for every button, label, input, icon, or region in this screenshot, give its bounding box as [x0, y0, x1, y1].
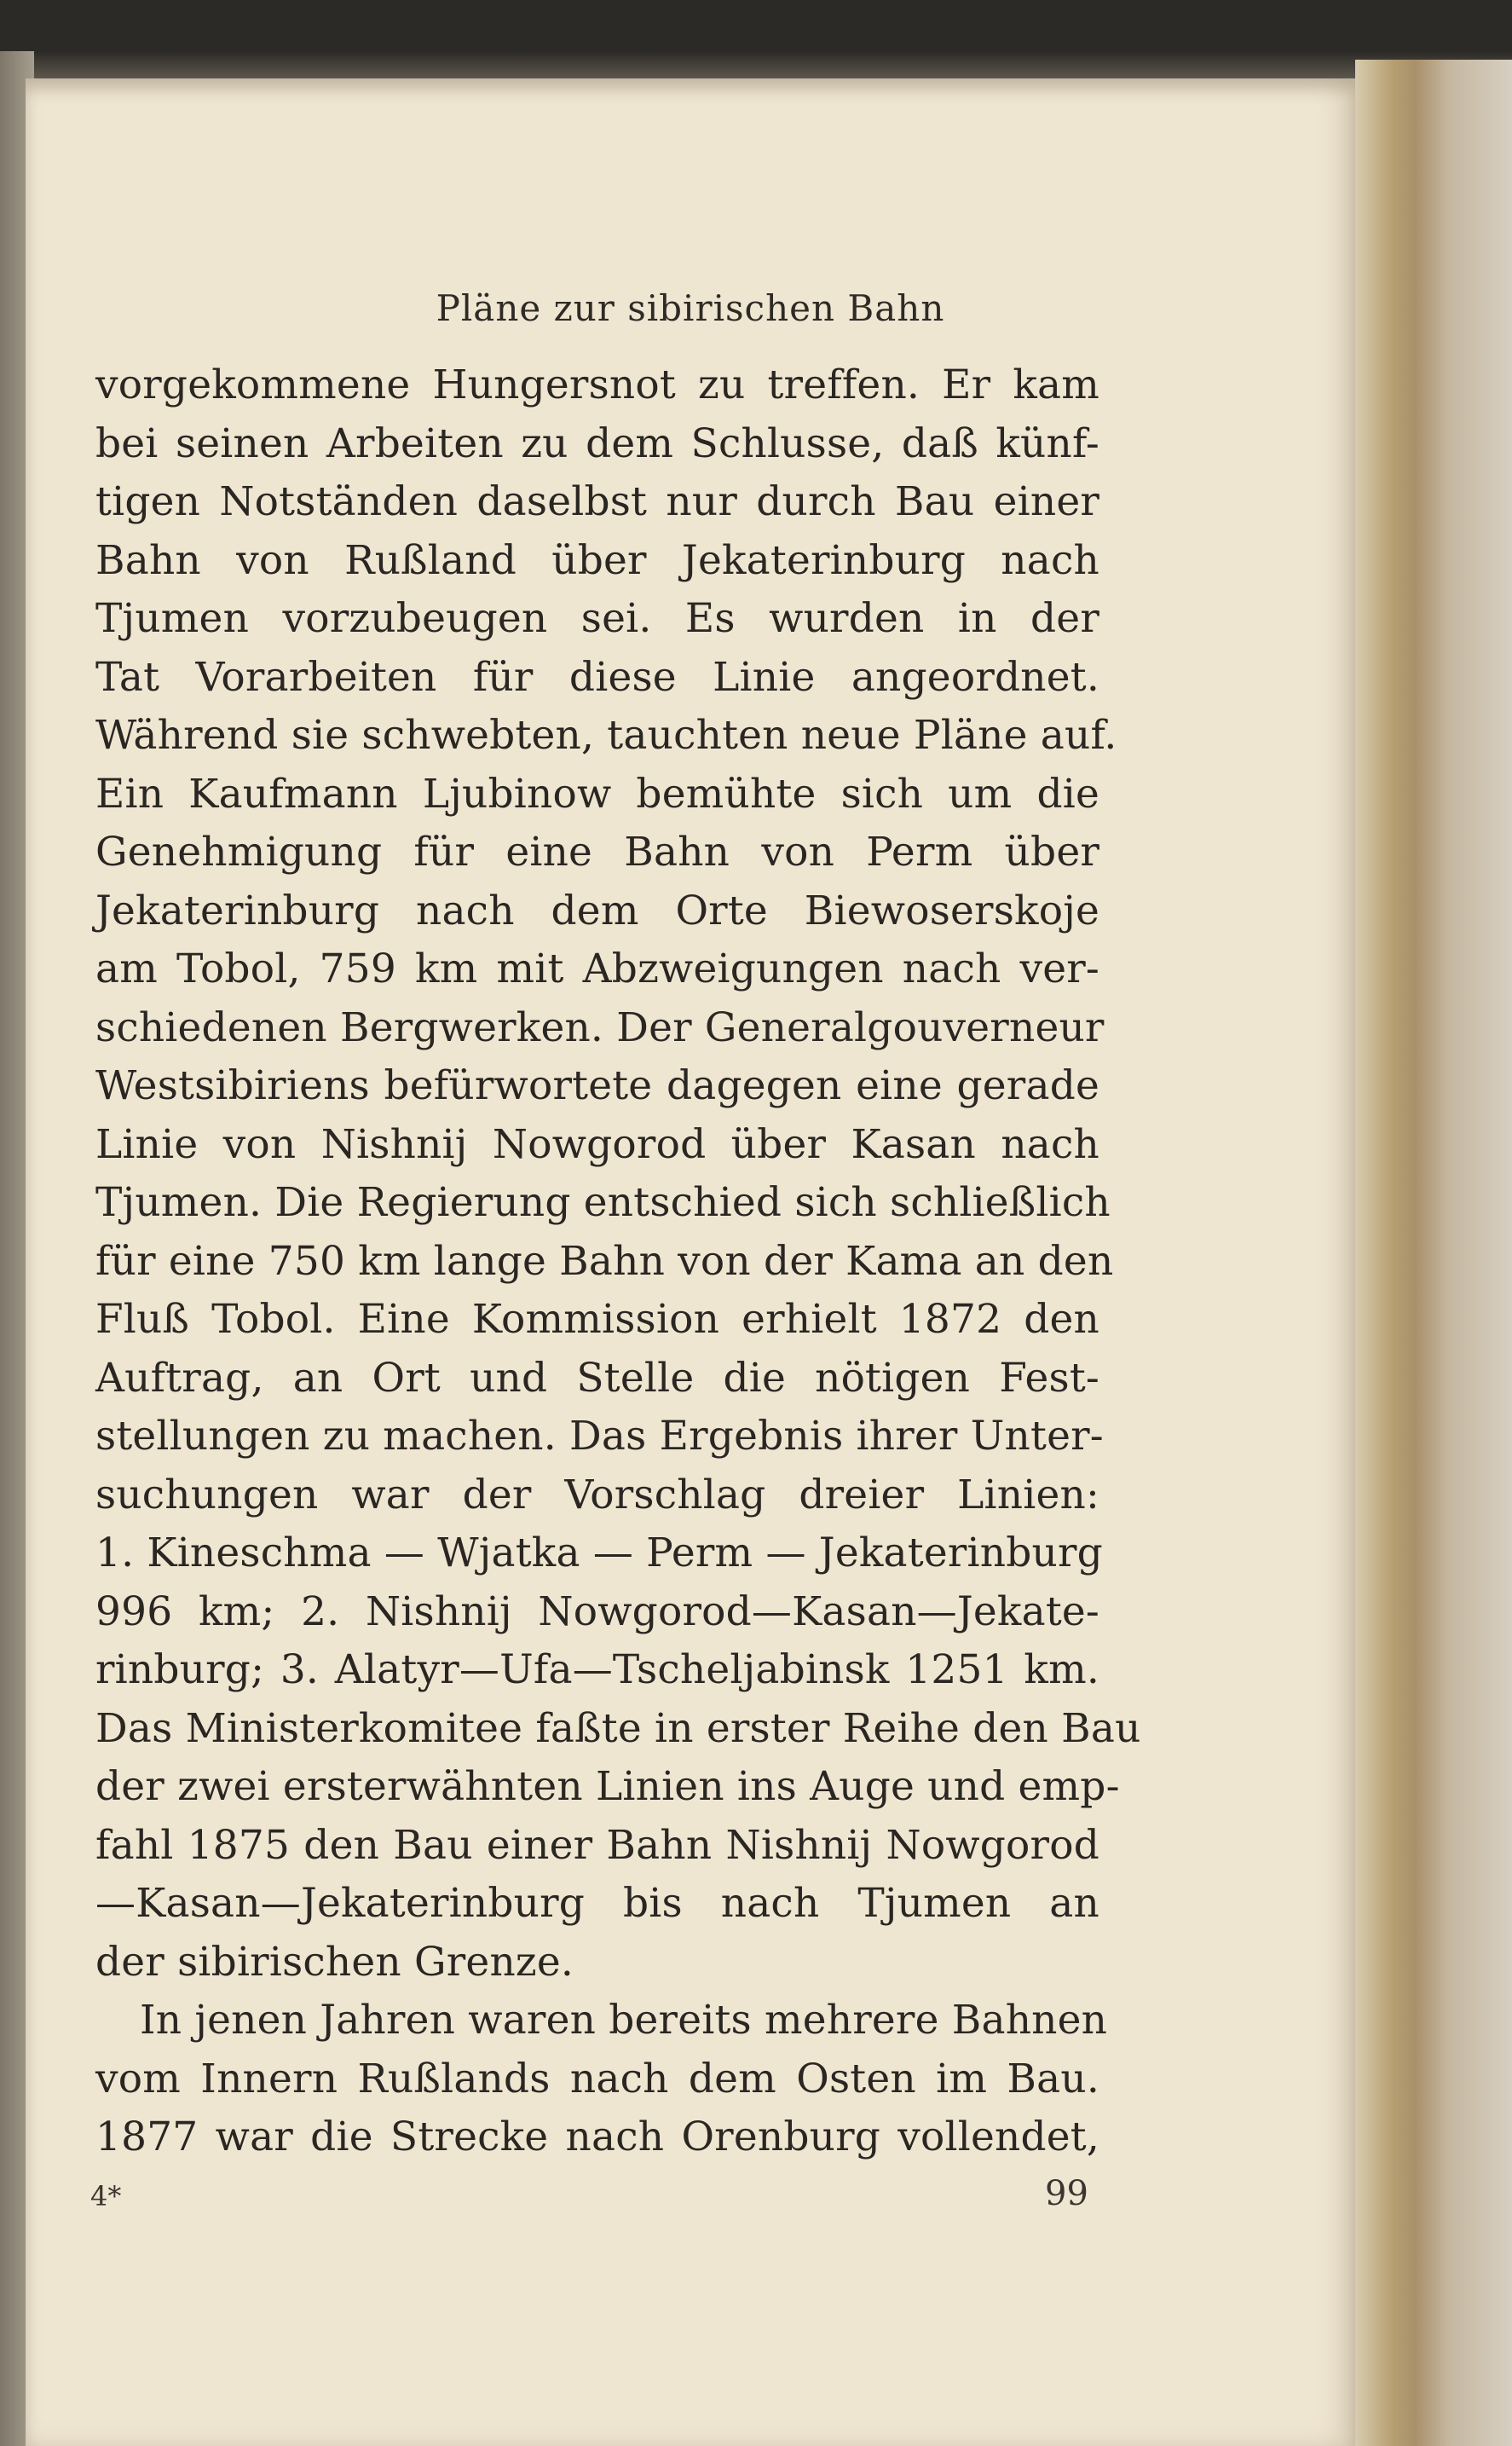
- text-line: Tat Vorarbeiten für diese Linie angeordnet.: [95, 653, 1099, 701]
- text-line: vorgekommene Hungersnot zu treffen. Er kam: [95, 361, 1099, 408]
- text-line: 1. Kineschma — Wjatka — Perm — Jekaterinburg: [95, 1529, 1103, 1576]
- text-line: Genehmigung für eine Bahn von Perm über: [95, 829, 1099, 876]
- text-line: für eine 750 km lange Bahn von der Kama an den: [95, 1237, 1114, 1285]
- signature-mark: 4*: [90, 2180, 122, 2212]
- body-text: [95, 356, 1141, 2167]
- text-line: Jekaterinburg nach dem Orte Biewoserskoje: [95, 887, 1099, 934]
- text-line: In jenen Jahren waren bereits mehrere Bahnen: [140, 1997, 1108, 2044]
- text-line: bei seinen Arbeiten zu dem Schlusse, daß künf-: [95, 419, 1099, 467]
- text-line: schiedenen Bergwerken. Der Generalgouverneur: [95, 1003, 1105, 1051]
- scan-border-top: [0, 0, 1512, 78]
- text-line: —Kasan—Jekaterinburg bis nach Tjumen an: [95, 1880, 1099, 1927]
- text-line: 996 km; 2. Nishnij Nowgorod—Kasan—Jekate-: [95, 1587, 1099, 1635]
- running-head: Pläne zur sibirischen Bahn: [436, 287, 945, 329]
- text-line: suchungen war der Vorschlag dreier Linien:: [95, 1471, 1099, 1518]
- page-number: 99: [1045, 2174, 1088, 2213]
- text-line: Linie von Nishnij Nowgorod über Kasan nach: [95, 1120, 1099, 1168]
- text-line: Fluß Tobol. Eine Kommission erhielt 1872 den: [95, 1296, 1099, 1343]
- text-line: tigen Notständen daselbst nur durch Bau einer: [95, 478, 1099, 525]
- text-line: am Tobol, 759 km mit Abzweigungen nach ver-: [95, 945, 1099, 992]
- text-line: fahl 1875 den Bau einer Bahn Nishnij Nowgorod: [95, 1821, 1099, 1869]
- text-line: rinburg; 3. Alatyr—Ufa—Tscheljabinsk 1251 km.: [95, 1646, 1099, 1693]
- book-page: [26, 78, 1355, 2446]
- text-line: Tjumen vorzubeugen sei. Es wurden in der: [95, 595, 1099, 642]
- text-line: der sibirischen Grenze.: [95, 1938, 574, 1986]
- text-line: 1877 war die Strecke nach Orenburg vollendet,: [95, 2114, 1099, 2160]
- book-page-edges: [1355, 60, 1512, 2446]
- text-line: Bahn von Rußland über Jekaterinburg nach: [95, 536, 1099, 584]
- text-line: vom Innern Rußlands nach dem Osten im Bau.: [95, 2055, 1099, 2102]
- text-line: der zwei ersterwähnten Linien ins Auge und emp-: [95, 1763, 1120, 1810]
- text-line: Auftrag, an Ort und Stelle die nötigen Fest-: [95, 1354, 1099, 1402]
- text-line: Ein Kaufmann Ljubinow bemühte sich um die: [95, 770, 1099, 818]
- text-line: Während sie schwebten, tauchten neue Pläne auf.: [95, 712, 1117, 759]
- text-line: Westsibiriens befürwortete dagegen eine gerade: [95, 1062, 1099, 1109]
- text-line: stellungen zu machen. Das Ergebnis ihrer Unter-: [95, 1413, 1104, 1460]
- text-line: Tjumen. Die Regierung entschied sich schließlich: [95, 1179, 1111, 1226]
- text-line: Das Ministerkomitee faßte in erster Reihe den Bau: [95, 1704, 1141, 1752]
